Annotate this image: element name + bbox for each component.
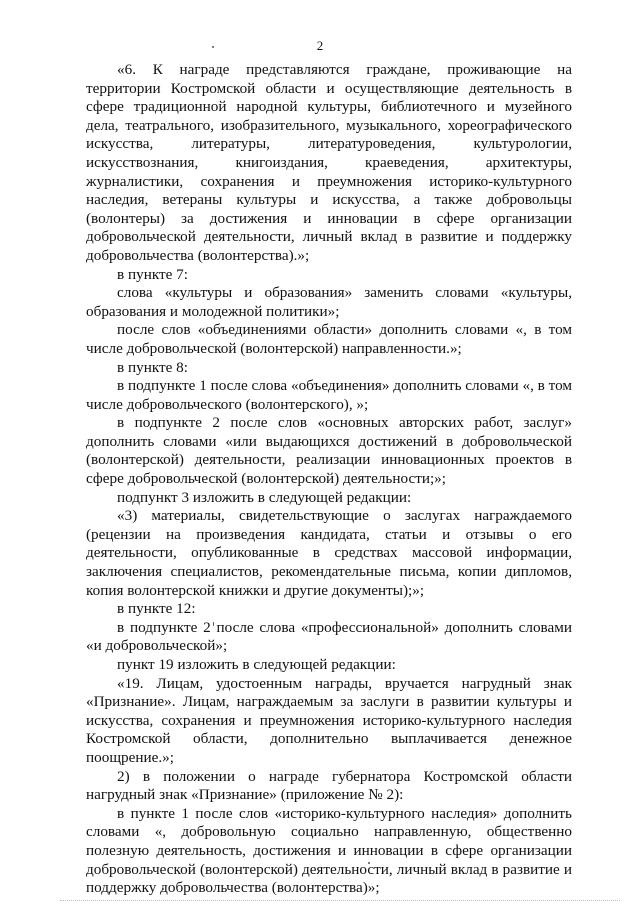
paragraph-point-12-heading: в пункте 12: (117, 600, 196, 618)
page-number: 2 (316, 38, 324, 53)
scan-speck (212, 46, 214, 48)
paragraph-point-8-sub-2: в подпункте 2 после слов «основных авторских работ, заслуг» дополнить словами «или выдающихся достижений в добровольческой (волонтерской) деятельности, реализации инновационных проектов в сфере добровольческой (волонтерской) деятельности;»; (86, 414, 572, 488)
document-body (86, 61, 572, 898)
paragraph-point-7-words: слова «культуры и образования» заменить словами «культуры, образования и молодежной политики»; (86, 284, 572, 320)
paragraph-section-2: 2) в положении о награде губернатора Костромской области нагрудный знак «Признание» (приложение № 2): (86, 767, 572, 804)
paragraph-point-8-sub-1: в подпункте 1 после слова «объединения» дополнить словами «, в том числе добровольческого (волонтерского), »; (86, 377, 572, 413)
paragraph-point-19-text: «19. Лицам, удостоенным награды, вручается нагрудный знак «Признание». Лицам, награждаемым за заслуги в развитии культуры и искусства, сохранения и преумножения историко-культурного наследия Костромской области, дополнительно выплачивается денежное поощрение.»; (86, 674, 572, 766)
page-bottom-edge (60, 899, 620, 901)
paragraph-section-2-point-1: в пункте 1 после слов «историко-культурного наследия» дополнить словами «, добровольную социально направленную, общественно полезную деятельность, достижения и инновации в сфере организации добровольческой (волонтерской) деятельности, личный вклад в развитие и поддержку добровольчества (волонтерства)»; (86, 804, 572, 897)
paragraph-point-8-sub-3-heading: подпункт 3 изложить в следующей редакции: (117, 488, 412, 506)
paragraph-point-7-heading: в пункте 7: (117, 265, 188, 283)
paragraph-point-12-sub-2: в подпункте 2 после слова «профессиональной» дополнить словами «и добровольческой»; (86, 618, 572, 655)
paragraph-item-6: «6. К награде представляются граждане, проживающие на территории Костромской области и осуществляющие деятельность в сфере традиционной народной культуры, библиотечного и музейного дела, театрального, изобразительного, музыкального, хореографического искусства, литературы, литературоведения, культурологии, искусствознания, книгоиздания, краеведения, архитектуры, журналистики, сохранения и преумножения историко-культурного наследия, ветераны культуры и искусства, а также добровольцы (волонтеры) за достижения и инновации в сфере организации добровольческой деятельности, личный вклад в развитие и поддержку добровольчества (волонтерства).»; (86, 61, 572, 264)
paragraph-point-8-heading: в пункте 8: (117, 358, 188, 376)
paragraph-point-8-sub-3-text: «3) материалы, свидетельствующие о заслугах награждаемого (рецензии на произведения кандидата, статьи и отзывы о его деятельности, опубликованные в средствах массовой информации, заключения специалистов, рекомендательные письма, копии дипломов, копия волонтерской книжки и другие документы);»; (86, 507, 572, 599)
paragraph-point-7-after: после слов «объединениями области» дополнить словами «, в том числе добровольческой (волонтерской) направленности.»; (86, 321, 572, 357)
paragraph-point-19-heading: пункт 19 изложить в следующей редакции: (117, 656, 396, 673)
